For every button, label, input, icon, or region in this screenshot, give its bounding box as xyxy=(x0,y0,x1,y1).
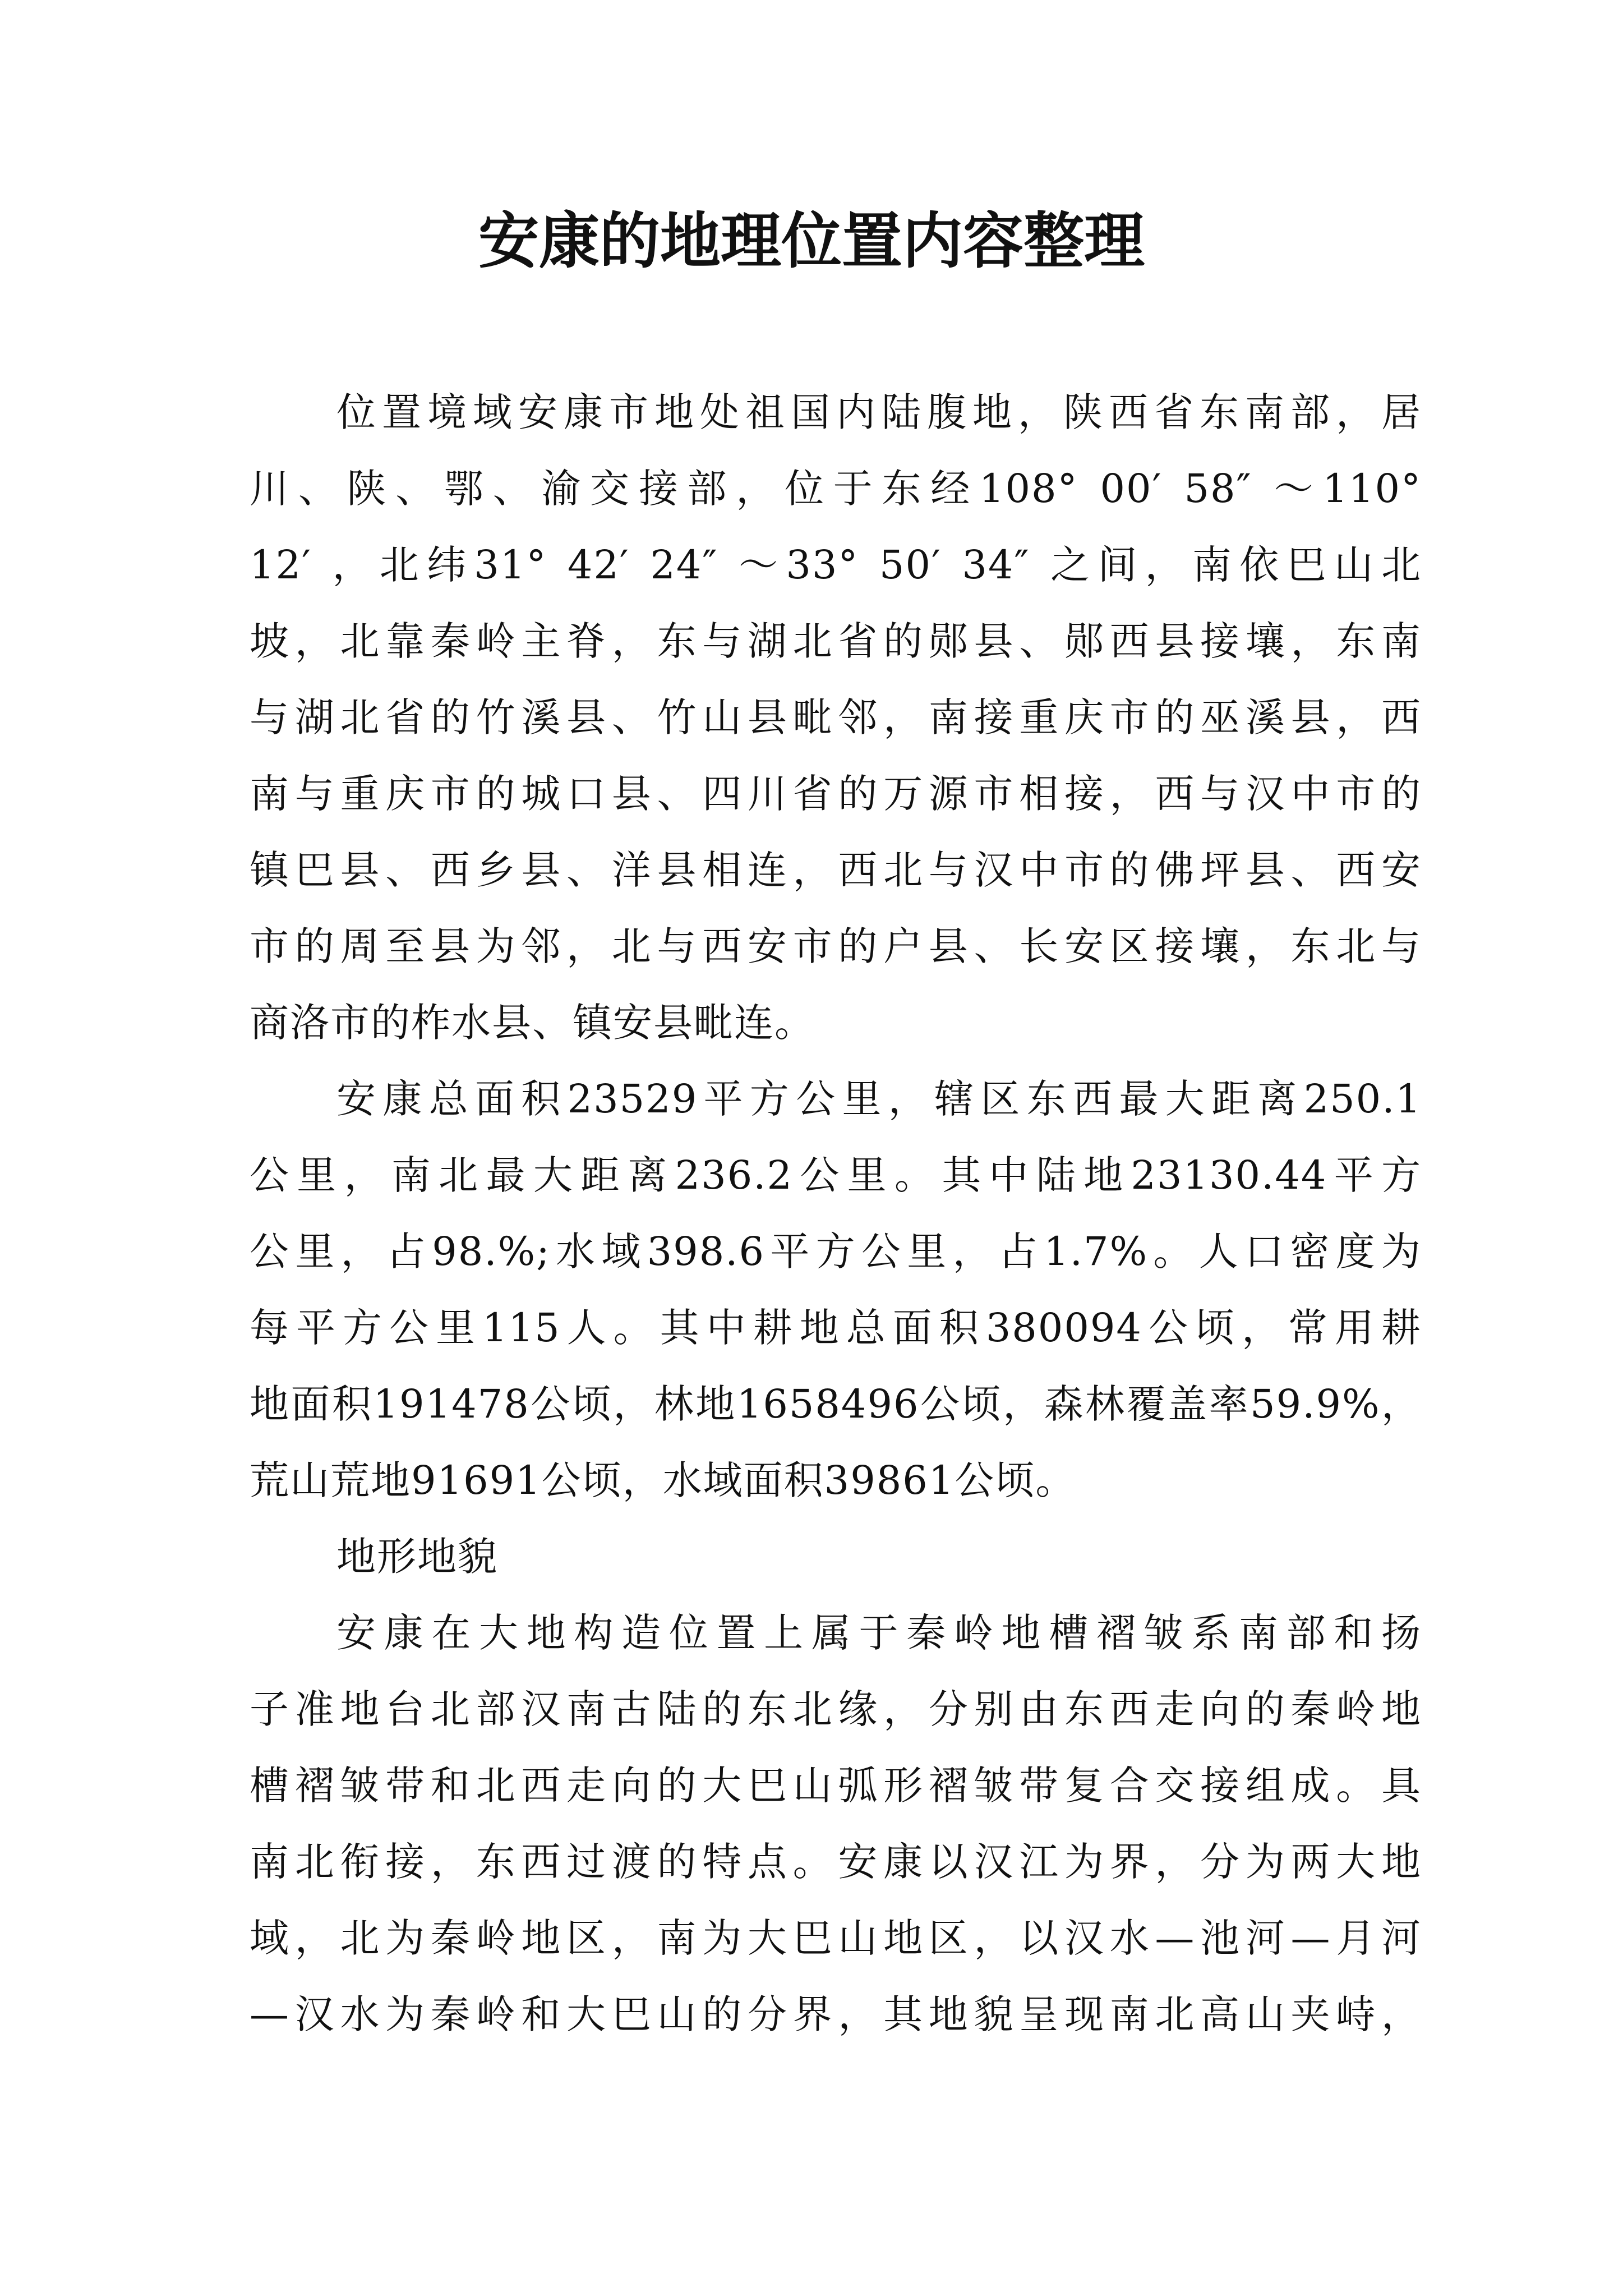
body-line: 安康总面积23529平方公里，辖区东西最大距离250.1 xyxy=(336,1076,1422,1122)
body-line: 与湖北省的竹溪县、竹山县毗邻，南接重庆市的巫溪县，西 xyxy=(250,694,1422,740)
body-line: 南与重庆市的城口县、四川省的万源市相接，西与汉中市的 xyxy=(250,771,1422,817)
document-title: 安康的地理位置内容整理 xyxy=(478,206,1145,277)
body-line: 12′ ，北纬31° 42′ 24″ ～33° 50′ 34″ 之间，南依巴山北 xyxy=(250,542,1422,588)
body-line: 南北衔接，东西过渡的特点。安康以汉江为界，分为两大地 xyxy=(250,1839,1422,1885)
body-line: 子准地台北部汉南古陆的东北缘，分别由东西走向的秦岭地 xyxy=(250,1686,1422,1732)
section-heading: 地形地貌 xyxy=(336,1534,498,1580)
body-line: 槽褶皱带和北西走向的大巴山弧形褶皱带复合交接组成。具 xyxy=(250,1763,1422,1809)
body-line: 地面积191478公顷，林地1658496公顷，森林覆盖率59.9%， xyxy=(250,1381,1422,1427)
body-line: 域，北为秦岭地区，南为大巴山地区，以汉水—池河—月河 xyxy=(250,1915,1422,1961)
body-line: 坡，北靠秦岭主脊，东与湖北省的郧县、郧西县接壤，东南 xyxy=(250,618,1422,664)
body-line: 商洛市的柞水县、镇安县毗连。 xyxy=(250,1000,815,1046)
body-line: 市的周至县为邻，北与西安市的户县、长安区接壤，东北与 xyxy=(250,923,1422,969)
body-line: 公里，占98.%;水域398.6平方公里，占1.7%。人口密度为 xyxy=(250,1228,1422,1274)
body-line: —汉水为秦岭和大巴山的分界，其地貌呈现南北高山夹峙， xyxy=(250,1991,1422,2037)
body-line: 每平方公里115人。其中耕地总面积380094公顷，常用耕 xyxy=(250,1305,1422,1351)
body-line: 川、陕、鄂、渝交接部，位于东经108° 00′ 58″ ～110° xyxy=(250,466,1422,512)
body-line: 镇巴县、西乡县、洋县相连，西北与汉中市的佛坪县、西安 xyxy=(250,847,1422,893)
body-line: 位置境域安康市地处祖国内陆腹地，陕西省东南部，居 xyxy=(336,389,1422,435)
body-line: 安康在大地构造位置上属于秦岭地槽褶皱系南部和扬 xyxy=(336,1610,1422,1656)
body-line: 公里，南北最大距离236.2公里。其中陆地23130.44平方 xyxy=(250,1152,1422,1198)
body-line: 荒山荒地91691公顷，水域面积39861公顷。 xyxy=(250,1457,1076,1503)
